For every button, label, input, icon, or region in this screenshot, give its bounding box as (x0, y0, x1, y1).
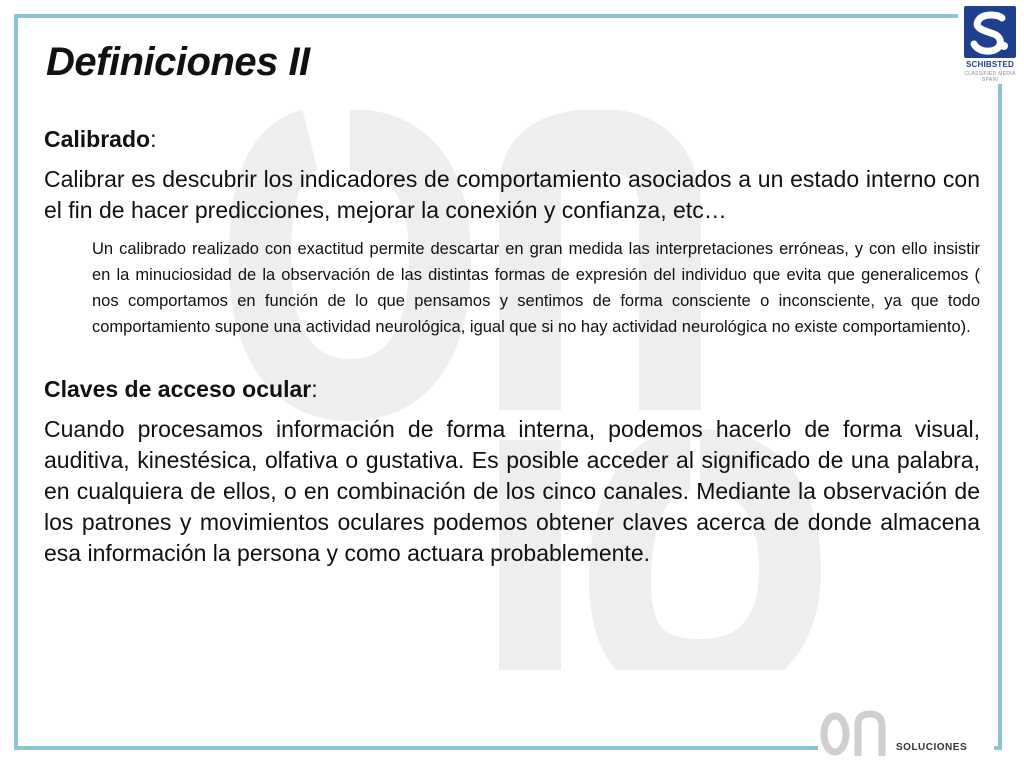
slide-body (44, 124, 980, 569)
section-heading-calibrado (44, 124, 980, 154)
section-subparagraph: Un calibrado realizado con exactitud permite descartar en gran medida las interpretaciones erróneas, y con ello insistir en la minuciosidad de la observación de las distintas formas de expresión del individuo que evita que generalicemos ( nos comportamos en función de lo que pensamos y sentimos de forma consciente o inconsciente, ya que todo comportamiento supone una actividad neurológica, igual que si no hay actividad neurológica no existe comportamiento). (92, 240, 980, 336)
section-paragraph: Calibrar es descubrir los indicadores de comportamiento asociados a un estado interno con el fin de hacer predicciones, mejorar la conexión y confianza, etc… (44, 166, 980, 223)
schibsted-s-icon (964, 6, 1016, 58)
heading-text: Claves de acceso ocular (44, 376, 312, 402)
logo-tagline: CLASSIFIED MEDIA SPAIN (964, 71, 1016, 83)
heading-colon: : (311, 376, 318, 402)
section-heading-claves (44, 374, 980, 404)
heading-text: Calibrado (44, 126, 151, 152)
heading-colon: : (150, 126, 157, 152)
logo-wordmark: SCHIBSTED (965, 60, 1015, 69)
section-paragraph: Cuando procesamos información de forma interna, podemos hacerlo de forma visual, auditiva, kinestésica, olfativa o gustativa. Es posible acceder al significado de una palabra, en cualquiera de ellos, o en combinación de los cinco canales. Mediante la observación de los patrones y movimientos oculares podemos obtener claves acerca de donde almacena esa información la persona y como actuara probablemente. (44, 416, 980, 566)
on-soluciones-logo (818, 706, 994, 764)
footer-label: SOLUCIONES (896, 742, 968, 753)
schibsted-logo (958, 4, 1022, 84)
on-logo-icon (818, 706, 894, 758)
slide-title: Definiciones II (46, 40, 310, 84)
